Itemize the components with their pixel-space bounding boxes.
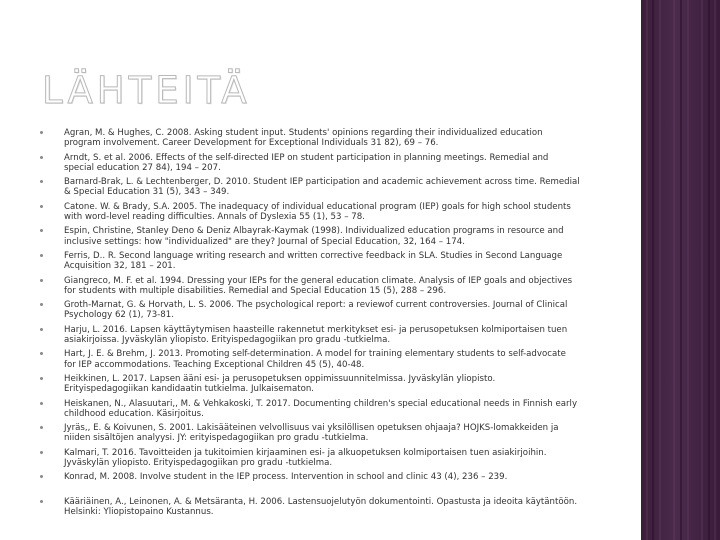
bullet-icon [40, 303, 43, 306]
reference-item [40, 153, 580, 178]
reference-item [40, 202, 580, 227]
bullet-icon [40, 451, 43, 454]
reference-text: Konrad, M. 2008. Involve student in the IEP process. Intervention in school and clinic 43 (4), 236 – 239. [64, 472, 508, 483]
reference-item [40, 128, 580, 153]
reference-item [40, 423, 580, 448]
reference-text: Espin, Christine, Stanley Deno & Deniz Albayrak-Kaymak (1998). Individualized education programs in resource and inclusive settings: how "individualized" are they? Journal of Special Education, 32, 164 – 174. [64, 226, 564, 247]
reference-text: Kalmari, T. 2016. Tavoitteiden ja tukitoimien kirjaaminen esi- ja alkuopetuksen kolmiportaisen tuen asiakirjoihin. Jyväskylän yliopisto. Erityispedagogiikan pro gradu -tutkielma. [64, 447, 547, 468]
reference-text: Heiskanen, N., Alasuutari,, M. & Vehkakoski, T. 2017. Documenting children's special educational needs in Finnish early childhood education. Käsirjoitus. [64, 398, 578, 419]
sidebar-pattern [641, 0, 720, 540]
bullet-icon [40, 180, 43, 183]
reference-text: Giangreco, M. F. et al. 1994. Dressing your IEPs for the general education climate. Analysis of IEP goals and objectives for students with multiple disabilities. Remedial and Special Education 15 (5), 288 – 296. [64, 275, 573, 296]
reference-item [40, 300, 580, 325]
reference-item [40, 374, 580, 399]
bullet-icon [40, 402, 43, 405]
reference-list [40, 128, 580, 522]
reference-text: Kääriäinen, A., Leinonen, A. & Metsäranta, H. 2006. Lastensuojelutyön dokumentointi. Opastusta ja ideoita käytäntöön. Helsinki: Yliopistopaino Kustannus. [64, 496, 578, 518]
reference-item [40, 472, 580, 497]
reference-item [40, 276, 580, 301]
bullet-icon [40, 328, 43, 331]
reference-item [40, 399, 580, 424]
bullet-icon [40, 475, 43, 478]
bullet-icon [40, 205, 43, 208]
reference-item [40, 448, 580, 473]
slide-title: LÄHTEITÄ [42, 69, 251, 112]
bullet-icon [40, 279, 43, 282]
reference-text: Barnard-Brak, L. & Lechtenberger, D. 2010. Student IEP participation and academic achievement across time. Remedial & Special Education 31 (5), 343 – 349. [64, 177, 580, 198]
reference-item [40, 226, 580, 251]
reference-item [40, 177, 580, 202]
reference-text: Arndt, S. et al. 2006. Effects of the self-directed IEP on student participation in planning meetings. Remedial and special education 27 84), 194 – 207. [64, 152, 549, 173]
reference-item [40, 349, 580, 374]
reference-text: Jyräs,, E. & Koivunen, S. 2001. Lakisääteinen velvollisuus vai yksilöllisen opetuksen ohjaaja? HOJKS-lomakkeiden ja niiden sisältöjen analyysi. JY: erityispedagogiikan pro gradu -tutkielma. [64, 423, 559, 444]
reference-text: Ferris, D.. R. Second language writing research and written corrective feedback in SLA. Studies in Second Language Acquisition 32, 181 – 201. [64, 250, 563, 272]
reference-text: Harju, L. 2016. Lapsen käyttäytymisen haasteille rakennetut merkitykset esi- ja perusopetuksen kolmiportaisen tuen asiakirjoissa. Jyväskylän yliopisto. Erityispedagogiikan pro gradu -tutkielma. [64, 324, 568, 345]
bullet-icon [40, 377, 43, 380]
reference-text: Heikkinen, L. 2017. Lapsen ääni esi- ja perusopetuksen oppimissuunnitelmissa. Jyväskylän yliopisto. Erityispedagogiikan kandidaatin tutkielma. Julkaisematon. [64, 373, 496, 395]
bullet-icon [40, 426, 43, 429]
reference-item [40, 325, 580, 350]
reference-item [40, 497, 580, 522]
bullet-icon [40, 500, 43, 503]
bullet-icon [40, 229, 43, 232]
reference-text: Hart, J. E. & Brehm, J. 2013. Promoting self-determination. A model for training elementary students to self-advocate for IEP accommodations. Teaching Exceptional Children 45 (5), 40-48. [64, 349, 566, 370]
bullet-icon [40, 131, 43, 134]
bullet-icon [40, 352, 43, 355]
reference-text: Catone. W. & Brady, S.A. 2005. The inadequacy of individual educational program (IEP) goals for high school students with word-level reading difficulties. Annals of Dyslexia 55 (1), 53 – 78. [64, 201, 571, 222]
reference-item [40, 251, 580, 276]
decorative-sidebar [641, 0, 720, 540]
reference-text: Agran, M. & Hughes, C. 2008. Asking student input. Students' opinions regarding their individualized education program involvement. Career Development for Exceptional Individuals 31 82), 69 – 76. [64, 128, 543, 149]
bullet-icon [40, 156, 43, 159]
bullet-icon [40, 254, 43, 257]
reference-text: Groth-Marnat, G. & Horvath, L. S. 2006. The psychological report: a reviewof current controversies. Journal of Clinical Psychology 62 (1), 73-81. [64, 300, 568, 321]
